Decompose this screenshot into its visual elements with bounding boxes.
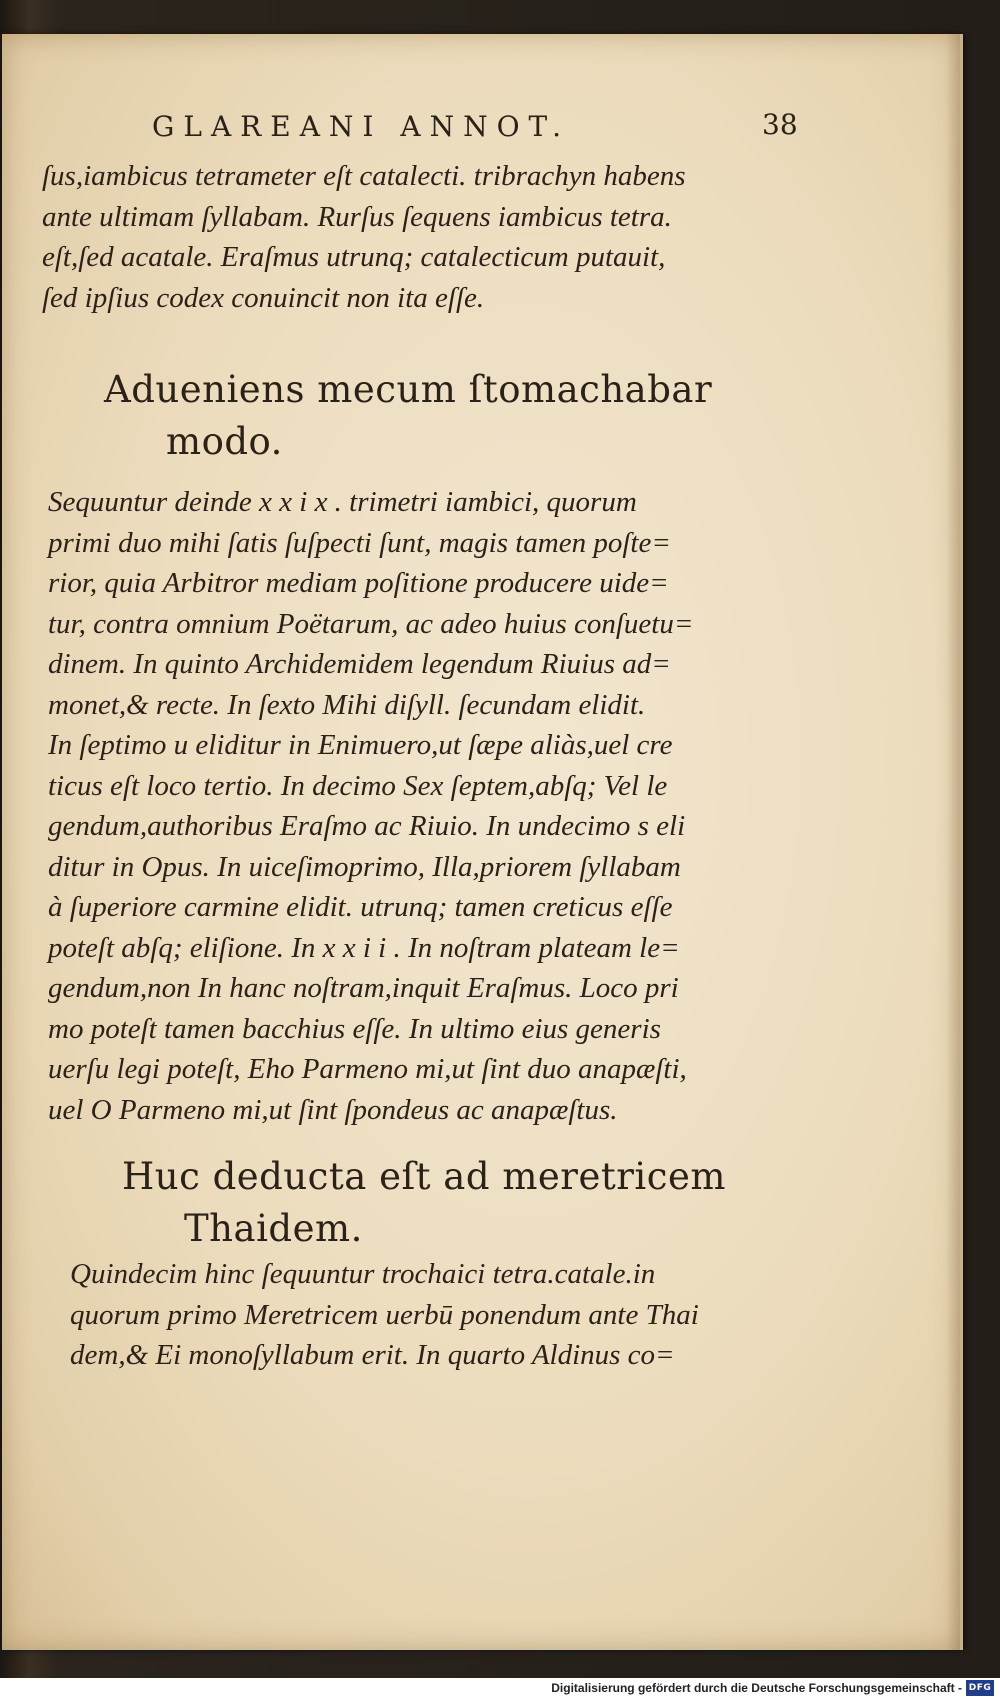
funding-credit: Digitalisierung gefördert durch die Deutsche Forschungsgemeinschaft - [551,1681,962,1695]
text-line: uerſu legi poteſt, Eho Parmeno mi,ut ſint duo anapæſti, [48,1053,687,1085]
lemma-line: modo. [166,420,283,463]
text-line: rior, quia Arbitror mediam poſitione producere uide= [48,567,669,599]
text-line: gendum,non In hanc noſtram,inquit Eraſmus. Loco pri [48,972,679,1004]
page-number: 38 [762,108,798,141]
text-line: In ſeptimo u eliditur in Enimuero,ut ſæpe aliàs,uel cre [48,729,673,761]
text-line: ditur in Opus. In uiceſimoprimo, Illa,priorem ſyllabam [48,850,681,883]
text-line: dinem. In quinto Archidemidem legendum Riuius ad= [48,648,671,680]
dfg-logo-icon: DFG [966,1680,994,1696]
text-line: tur, contra omnium Poëtarum, ac adeo huius conſuetu= [48,607,694,640]
text-line: uel O Parmeno mi,ut ſint ſpondeus ac anapæſtus. [48,1093,618,1126]
paragraph-3 [70,1254,699,1376]
text-line: monet,& recte. In ſexto Mihi diſyll. ſecundam elidit. [48,688,646,721]
lemma-heading-2 [122,1151,726,1255]
text-line: ticus eſt loco tertio. In decimo Sex ſeptem,abſq; Vel le [48,769,668,802]
paragraph-1 [42,156,686,318]
running-head: GLAREANI ANNOT. [152,110,571,143]
page-edge-shadow [946,34,960,1650]
lemma-line: Thaidem. [184,1207,363,1250]
text-line: primi duo mihi ſatis ſuſpecti ſunt, magis tamen poſte= [48,526,671,559]
text-line: ante ultimam ſyllabam. Rurſus ſequens iambicus tetra. [42,200,672,233]
paragraph-2 [48,482,693,1130]
paper-leaf [2,34,963,1650]
lemma-line: Adueniens mecum ſtomachabar [104,368,713,411]
text-line: poteſt abſq; eliſione. In x x i i . In noſtram plateam le= [48,931,680,964]
text-line: ſed ipſius codex conuincit non ita eſſe. [42,281,485,314]
lemma-heading-1 [104,364,712,468]
text-line: quorum primo Meretricem uerbū ponendum ante Thai [70,1298,699,1331]
text-line: dem,& Ei monoſyllabum erit. In quarto Aldinus co= [70,1339,675,1371]
text-line: à ſuperiore carmine elidit. utrunq; tamen creticus eſſe [48,891,673,923]
text-line: Quindecim hinc ſequuntur trochaici tetra.catale.in [70,1258,656,1290]
lemma-line: Huc deducta eſt ad meretricem [122,1155,726,1198]
text-line: Sequuntur deinde x x i x . trimetri iambici, quorum [48,486,637,518]
text-line: eſt,ſed acatale. Eraſmus utrunq; catalecticum putauit, [42,241,666,273]
text-line: ſus,iambicus tetrameter eſt catalecti. tribrachyn habens [42,160,686,192]
text-line: gendum,authoribus Eraſmo ac Riuio. In undecimo s eli [48,810,686,842]
text-line: mo poteſt tamen bacchius eſſe. In ultimo eius generis [48,1012,661,1045]
